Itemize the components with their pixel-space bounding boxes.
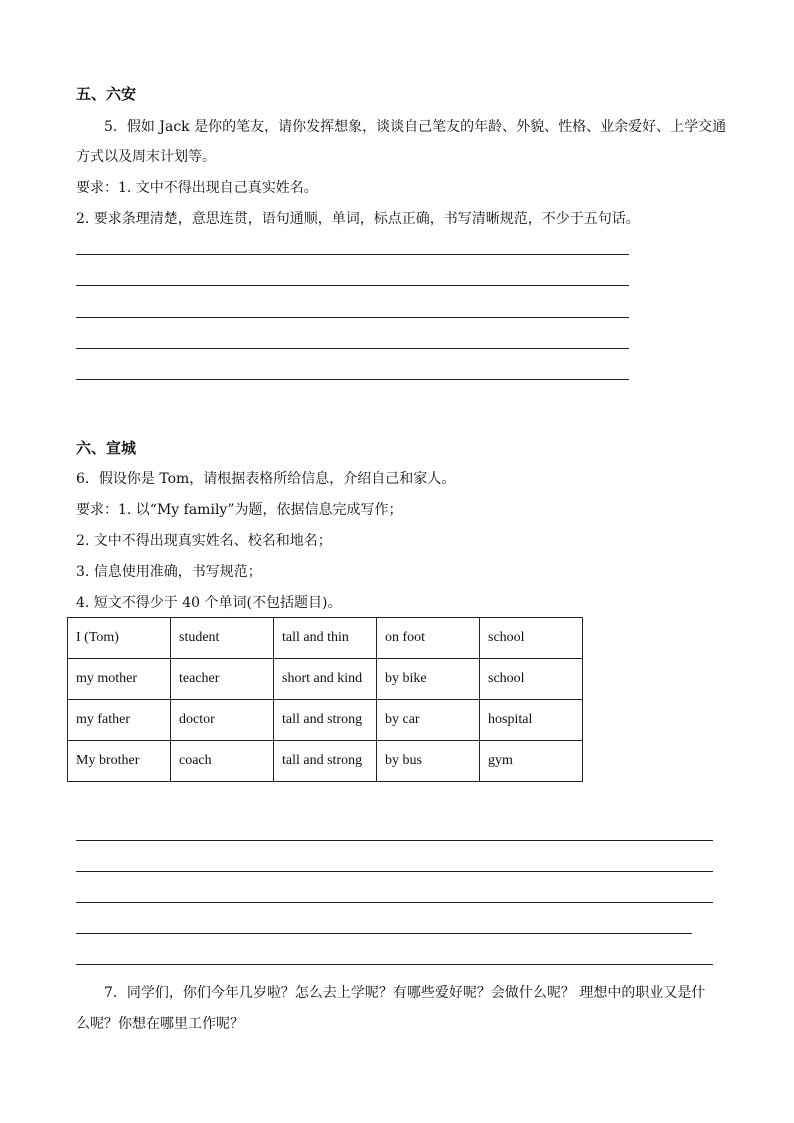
table-cell: hospital <box>480 700 583 741</box>
answer-line[interactable] <box>76 379 629 380</box>
question-5-requirement-1: 要求：1. 文中不得出现自己真实姓名。 <box>76 180 318 196</box>
table-cell: on foot <box>377 618 480 659</box>
question-6-requirement-2: 2. 文中不得出现真实姓名、校名和地名； <box>76 533 332 549</box>
answer-line[interactable] <box>76 317 629 318</box>
section-5-heading: 五、六安 <box>76 85 137 103</box>
table-cell: by bike <box>377 659 480 700</box>
question-5-prompt-line-2: 方式以及周末计划等。 <box>76 149 216 165</box>
section-6-heading: 六、宣城 <box>76 439 137 457</box>
table-row <box>68 618 583 659</box>
table-row <box>68 659 583 700</box>
table-cell: student <box>171 618 274 659</box>
answer-line[interactable] <box>76 964 713 965</box>
table-cell: tall and strong <box>274 741 377 782</box>
table-cell: tall and strong <box>274 700 377 741</box>
answer-line[interactable] <box>76 840 713 841</box>
answer-line[interactable] <box>76 285 629 286</box>
question-6-prompt: 6．假设你是 Tom，请根据表格所给信息，介绍自己和家人。 <box>76 471 456 487</box>
table-cell: by car <box>377 700 480 741</box>
question-6-requirement-4: 4. 短文不得少于 40 个单词(不包括题目)。 <box>76 595 342 611</box>
question-5-requirement-2: 2. 要求条理清楚，意思连贯，语句通顺，单词，标点正确，书写清晰规范，不少于五句话。 <box>76 211 640 227</box>
table-cell: teacher <box>171 659 274 700</box>
answer-line[interactable] <box>76 902 713 903</box>
answer-line[interactable] <box>76 254 629 255</box>
table-cell: tall and thin <box>274 618 377 659</box>
answer-line[interactable] <box>76 871 713 872</box>
question-7-prompt-line-1: 7．同学们，你们今年几岁啦？怎么去上学呢？有哪些爱好呢？会做什么呢？ 理想中的职业又是什 <box>104 985 706 1001</box>
question-7-prompt-line-2: 么呢？你想在哪里工作呢？ <box>76 1016 244 1032</box>
table-cell: school <box>480 659 583 700</box>
table-cell: school <box>480 618 583 659</box>
family-info-table <box>67 617 583 782</box>
table-cell: short and kind <box>274 659 377 700</box>
table-cell: coach <box>171 741 274 782</box>
question-6-requirement-3: 3. 信息使用准确，书写规范； <box>76 564 262 580</box>
table-cell: gym <box>480 741 583 782</box>
table-cell: My brother <box>68 741 171 782</box>
table-cell: my father <box>68 700 171 741</box>
question-5-prompt-line-1: 5．假如 Jack 是你的笔友，请你发挥想象，谈谈自己笔友的年龄、外貌、性格、业余爱好、上学交通 <box>104 119 727 135</box>
question-6-requirement-1: 要求：1. 以“My family”为题，依据信息完成写作； <box>76 502 403 518</box>
table-cell: my mother <box>68 659 171 700</box>
table-row <box>68 700 583 741</box>
table-cell: by bus <box>377 741 480 782</box>
answer-line[interactable] <box>76 933 692 934</box>
table-cell: I (Tom) <box>68 618 171 659</box>
table-cell: doctor <box>171 700 274 741</box>
table-row <box>68 741 583 782</box>
answer-line[interactable] <box>76 348 629 349</box>
